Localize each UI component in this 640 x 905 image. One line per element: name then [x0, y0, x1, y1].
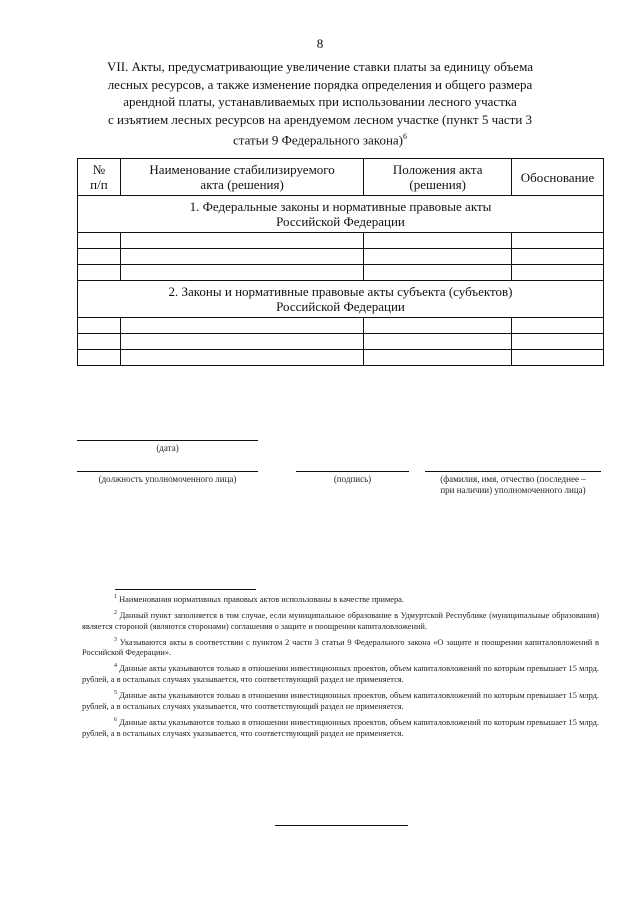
header-provisions: Положения акта (решения): [364, 159, 512, 196]
table-header-row: [78, 159, 604, 196]
header-num: № п/п: [78, 159, 121, 196]
section-title: [70, 58, 570, 149]
table-row: [78, 334, 604, 350]
table-row: [78, 249, 604, 265]
cell[interactable]: [78, 318, 121, 334]
group-title: 1. Федеральные законы и нормативные правовые акты Российской Федерации: [78, 196, 604, 233]
cell[interactable]: [364, 265, 512, 281]
full-name-line[interactable]: [425, 471, 601, 472]
cell[interactable]: [364, 350, 512, 366]
signature-line[interactable]: [296, 471, 409, 472]
cell[interactable]: [78, 334, 121, 350]
cell[interactable]: [120, 233, 363, 249]
cell[interactable]: [364, 318, 512, 334]
cell[interactable]: [512, 249, 604, 265]
title-line: арендной платы, устанавливаемых при использовании лесного участка: [123, 94, 517, 109]
cell[interactable]: [364, 249, 512, 265]
date-label: (дата): [156, 443, 179, 453]
cell[interactable]: [512, 334, 604, 350]
cell[interactable]: [78, 233, 121, 249]
position-label: (должность уполномоченного лица): [98, 474, 237, 484]
cell[interactable]: [78, 265, 121, 281]
cell[interactable]: [512, 318, 604, 334]
end-rule: [275, 825, 408, 826]
cell[interactable]: [364, 233, 512, 249]
table-row: [78, 350, 604, 366]
footnote: $^2$ Данный пункт заполняется в том случае, если муниципальное образование в Удмуртской Республике (муниципальные образования) является стороной (являются сторонами) соглашения о защите и поощрении капиталовложений.: [82, 609, 599, 631]
group-row: [78, 196, 604, 233]
cell[interactable]: [120, 334, 363, 350]
cell[interactable]: [120, 350, 363, 366]
page-number: 8: [316, 36, 324, 51]
cell[interactable]: [120, 318, 363, 334]
cell[interactable]: [512, 350, 604, 366]
footnote-separator: [115, 589, 256, 590]
position-line[interactable]: [77, 471, 258, 472]
cell[interactable]: [78, 249, 121, 265]
footnote: $^1$ Наименования нормативных правовых актов использованы в качестве примера.: [114, 594, 404, 604]
header-justification: Обоснование: [512, 159, 604, 196]
title-line: лесных ресурсов, а также изменение порядка определения и общего размера: [107, 76, 533, 92]
cell[interactable]: [512, 233, 604, 249]
acts-table: [77, 158, 604, 366]
cell[interactable]: [120, 249, 363, 265]
cell[interactable]: [364, 334, 512, 350]
title-line: с изъятием лесных ресурсов на арендуемом лесном участке (пункт 5 части 3: [107, 111, 533, 127]
cell[interactable]: [78, 350, 121, 366]
footnote: $^3$ Указываются акты в соответствии с пунктом 2 части 3 статьи 9 Федерального закона «О защите и поощрении капиталовложений в Российской Федерации».: [82, 636, 600, 658]
title-line: статьи 9 Федерального закона)$^6$: [233, 132, 407, 148]
footnotes: [82, 592, 599, 742]
footnote: $^4$ Данные акты указываются только в отношении инвестиционных проектов, объем капиталовложений по которым превышает 15 млрд. рублей, а в остальных случаях указывается, что соответствующий раздел не применяется.: [82, 663, 600, 685]
cell[interactable]: [512, 265, 604, 281]
footnote-ref: 6: [403, 132, 407, 141]
group-row: [78, 281, 604, 318]
signature-label: (подпись): [333, 474, 372, 484]
header-act-name: Наименование стабилизируемого акта (решения): [120, 159, 363, 196]
group-title: 2. Законы и нормативные правовые акты субъекта (субъектов) Российской Федерации: [78, 281, 604, 318]
footnote: $^6$ Данные акты указываются только в отношении инвестиционных проектов, объем капиталовложений по которым превышает 15 млрд. рублей, а в остальных случаях указывается, что соответствующий раздел не применяется.: [82, 716, 600, 738]
full-name-label: (фамилия, имя, отчество (последнее – при наличии) уполномоченного лица): [440, 474, 586, 495]
cell[interactable]: [120, 265, 363, 281]
table-row: [78, 265, 604, 281]
date-line[interactable]: [77, 440, 258, 441]
footnote: $^5$ Данные акты указываются только в отношении инвестиционных проектов, объем капиталовложений по которым превышает 15 млрд. рублей, а в остальных случаях указывается, что соответствующий раздел не применяется.: [82, 690, 600, 711]
table-row: [78, 233, 604, 249]
title-line: VII. Акты, предусматривающие увеличение ставки платы за единицу объема: [107, 59, 533, 74]
table-row: [78, 318, 604, 334]
